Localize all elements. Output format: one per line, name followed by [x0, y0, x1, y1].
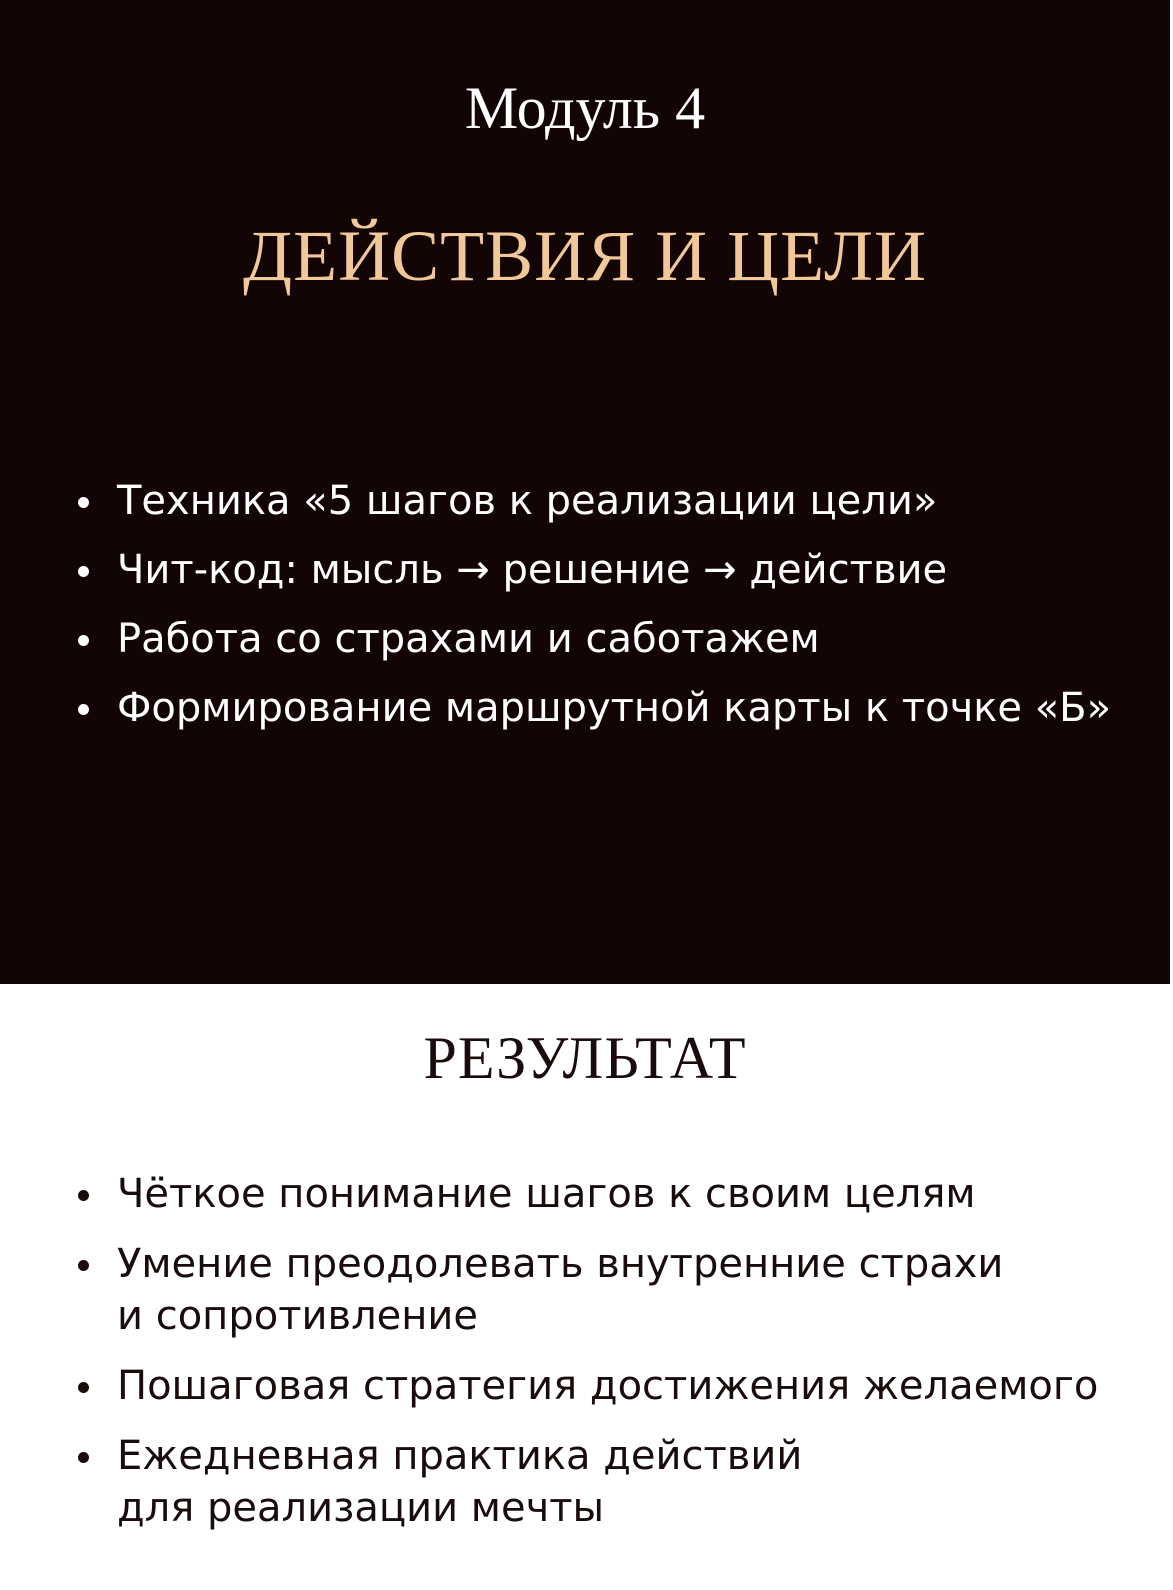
- result-text-continued: и сопротивление: [117, 1293, 478, 1339]
- bullet-icon: [78, 1382, 89, 1393]
- bullet-icon: [78, 1190, 89, 1201]
- result-item: [72, 1168, 1132, 1220]
- module-title: ДЕЙСТВИЯ И ЦЕЛИ: [243, 216, 927, 296]
- module-label: Модуль 4: [464, 75, 706, 141]
- result-item: [72, 1360, 1132, 1412]
- topic-item: [72, 544, 1132, 596]
- result-list: [72, 1168, 1132, 1552]
- topic-item: [72, 682, 1132, 734]
- topic-text: Формирование маршрутной карты к точке «Б»: [117, 685, 1112, 731]
- result-title: РЕЗУЛЬТАТ: [423, 1025, 747, 1091]
- result-item: [72, 1430, 1132, 1534]
- bullet-icon: [78, 635, 89, 646]
- topic-item: [72, 475, 1132, 527]
- topic-list: [72, 475, 1132, 751]
- bullet-icon: [78, 704, 89, 715]
- result-text: Ежедневная практика действий: [117, 1433, 803, 1479]
- result-item: [72, 1238, 1132, 1342]
- topic-text: Техника «5 шагов к реализации цели»: [117, 478, 938, 524]
- result-text-continued: для реализации мечты: [117, 1485, 605, 1531]
- bullet-icon: [78, 1452, 89, 1463]
- result-text: Чёткое понимание шагов к своим целям: [117, 1171, 976, 1217]
- topic-item: [72, 613, 1132, 665]
- bullet-icon: [78, 1260, 89, 1271]
- topic-text: Работа со страхами и саботажем: [117, 616, 820, 662]
- result-text: Умение преодолевать внутренние страхи: [117, 1241, 1004, 1287]
- bullet-icon: [78, 497, 89, 508]
- result-text: Пошаговая стратегия достижения желаемого: [117, 1363, 1099, 1409]
- bullet-icon: [78, 566, 89, 577]
- topic-text: Чит-код: мысль → решение → действие: [117, 547, 948, 593]
